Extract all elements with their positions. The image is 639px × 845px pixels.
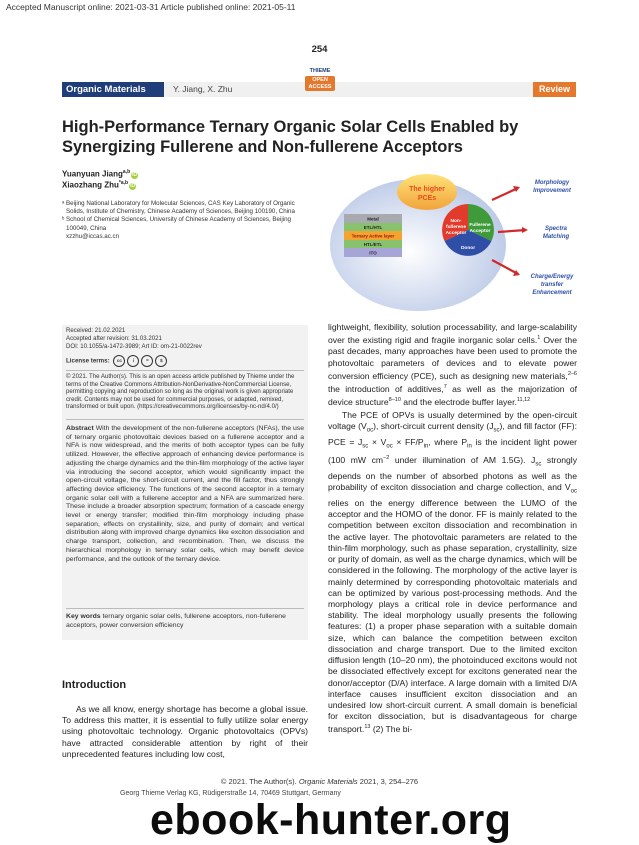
thieme-label: THIEME (309, 68, 331, 74)
sup: −2 (383, 455, 390, 462)
accepted-date: Accepted after revision: 31.03.2021 (66, 335, 162, 342)
sub: oc (570, 488, 577, 495)
keywords (66, 613, 304, 630)
article-title (62, 117, 562, 157)
pie-fa-label-2: Acceptor (469, 229, 491, 234)
author-1-name: Yuanyuan Jiang (62, 169, 123, 179)
license-line-1: © 2021. The Author(s). This is an open access article published by Thieme under the (66, 373, 295, 380)
received-date: Received: 21.02.2021 (66, 327, 126, 334)
title-line-2: Synergizing Fullerene and Non-fullerene Acceptors (62, 138, 463, 156)
right-paragraph-2 (328, 410, 577, 736)
divider (66, 370, 304, 371)
open-access-box (305, 76, 335, 91)
label-morphology-1: Morphology (534, 180, 570, 186)
keywords-text: ternary organic solar cells, fullerene acceptors, non-fullerene acceptors, power conversion efficiency (66, 613, 286, 629)
watermark: ebook-hunter.org (150, 796, 512, 844)
text: lightweight, flexibility, solution processability, and large-scalability over the existing rigid and fragile inorganic solar cells. (328, 322, 577, 346)
text: as well as the majorization of device structure (328, 383, 577, 407)
divider (66, 419, 304, 420)
pie-nfa-label-1: Non- (450, 219, 462, 224)
text: Over the past decades, many approaches have been used to promote the photovoltaic parameters of devices and to elevate power conversion efficiency (PCE), such as designing new materials, (328, 335, 577, 381)
ref-13[interactable]: 13 (364, 724, 371, 731)
text: The PCE of OPVs is usually determined by the open-circuit voltage (V (328, 409, 577, 432)
keywords-label: Key words (66, 613, 101, 620)
orcid-icon[interactable]: iD (132, 171, 138, 178)
running-authors: Y. Jiang, X. Zhu (173, 84, 233, 94)
nd-icon[interactable]: = (141, 355, 153, 367)
license-line-2: terms of the Creative Commons Attribution-NonDerivative-NonCommercial License, (66, 380, 292, 388)
right-paragraph-1 (328, 322, 577, 408)
title-line-1: High-Performance Ternary Organic Solar Cells Enabled by (62, 118, 519, 136)
text: and the electrode buffer layer. (400, 396, 517, 407)
text: relies on the energy difference between the LUMO of the acceptor and the HOMO of the donor. FF is mainly related to the competition between exciton dissociation and recombination in the active layer. The photovoltaic parameters are related to the thin-film morphology, such as phase separation, crystallinity, size or purity of domain, as well as the charge dynamics, which will be considered in the following. The morphology of the active layer is mainly determined by corresponding photovoltaic materials and can be optimized by various post-processing methods. And the morphology plays a critical role in device performance and stability. The ideal morphology usually presents the following features: (1) a proper phase separation with a suitable domain size, which can balance the competition between exciton dissociation and charge transport. Due to the limited exciton diffusion length (10–20 nm), the photoinduced excitons would not be dissociated effectively except for excitons generated near the donor/acceptor (D/A) interface. A large domain with a limited D/A interface causes insufficient exciton dissociation and an undesired low short-circuit current. A small domain is beneficial for exciton dissociation, but is disadvantageous for charge transport. (328, 498, 577, 735)
text: , where P (428, 437, 468, 448)
license-text (66, 373, 304, 411)
cc-icon[interactable]: cc (113, 355, 125, 367)
graphical-abstract (320, 170, 582, 320)
label-charge-2: transfer (540, 282, 564, 288)
label-spectra-1: Spectra (544, 226, 568, 232)
footer-citation (0, 777, 639, 786)
layer-metal-label: Metal (367, 216, 379, 222)
text: under illumination of AM 1.5G). J (389, 454, 536, 465)
orcid-icon[interactable]: iD (130, 182, 136, 189)
label-charge-1: Charge/Energy (530, 274, 574, 280)
footer-journal: Organic Materials (298, 777, 358, 786)
author-1 (62, 169, 138, 179)
sub: in (423, 443, 429, 450)
abstract (66, 425, 304, 564)
author-2 (62, 180, 136, 190)
license-line-3: permitting copying and reproduction so long as the original work is given appropriate (66, 388, 294, 396)
text: is the incident light power (100 mW cm (328, 437, 577, 465)
divider (66, 608, 304, 609)
layer-etl-label: ETL/HTL (363, 225, 383, 230)
label-spectra-2: Matching (542, 234, 570, 240)
right-column (328, 322, 577, 735)
pie-nfa-label-2: fullerene (446, 225, 466, 230)
pie-nfa-label-3: Acceptor (445, 231, 467, 236)
arrow-morphology (492, 188, 518, 200)
footer-address: Georg Thieme Verlag KG, Rüdigerstraße 14, 70469 Stuttgart, Germany (120, 790, 341, 797)
article-type-badge: Review (533, 82, 576, 97)
text: ), and fill factor (FF): PCE = J (328, 421, 577, 448)
author-1-sup: a,b (122, 169, 131, 175)
open-label: OPEN (312, 77, 328, 83)
layer-htl-label: HTL/ETL (363, 242, 383, 247)
nc-icon[interactable]: $ (155, 355, 167, 367)
intro-paragraph-1: As we all know, energy shortage has become a global issue. To address this matter, it is essential to fully utilize solar energy using photovoltaic technology. Organic photovoltaics (OPVs) have attracted considerable attention by right of their unprecedented features including low cost, (62, 704, 308, 759)
by-icon[interactable]: i (127, 355, 139, 367)
footer-volume: 2021, 3, 254–276 (359, 777, 419, 786)
text: the introduction of additives, (328, 383, 444, 394)
access-label: ACCESS (308, 83, 332, 90)
ref-7[interactable]: 7 (443, 383, 447, 390)
higher-pces-text-1: The higher (409, 186, 445, 193)
layer-ito-label: ITO (369, 250, 377, 256)
affil-a-line1: ᵃ Beijing National Laboratory for Molecular Sciences, CAS Key Laboratory of Organic (62, 200, 295, 207)
sub: oc (386, 443, 393, 450)
email[interactable]: xzzhu@iccas.ac.cn (66, 232, 120, 240)
text: × FF/P (392, 437, 424, 448)
text: strongly depends on the number of absorbed photons as well as the probability of exciton dissociation and charge collection, and V (328, 454, 578, 493)
pie-donor-label: Donor (460, 246, 476, 251)
text: × V (368, 437, 387, 448)
layer-active-label: Ternary Active layer (351, 233, 395, 239)
author-2-name: Xiaozhang Zhu (62, 180, 119, 190)
pie-fa-label-1: Fullerene (469, 223, 491, 228)
ref-8-10[interactable]: 8–10 (388, 396, 401, 403)
author-2-sup: *a,b (118, 180, 129, 186)
license-terms-row (66, 355, 167, 367)
sub: sc (493, 427, 500, 434)
sub: in (467, 443, 472, 450)
ref-11-12[interactable]: 11,12 (516, 396, 531, 403)
license-line-5[interactable]: transformed or built upon. (https://creativecommons.org/licenses/by-nc-nd/4.0/) (66, 403, 279, 411)
license-line-4: credit. Contents may not be used for commercial purposes, or adapted, remixed, (66, 395, 284, 403)
label-morphology-2: Improvement (533, 188, 571, 194)
ref-1[interactable]: 1 (537, 335, 541, 342)
publication-dates: Accepted Manuscript online: 2021-03-31 Article published online: 2021-05-11 (6, 2, 296, 12)
affil-a-line2: Solids, Institute of Chemistry, Chinese Academy of Sciences, Beijing 100190, China (66, 208, 295, 216)
open-access-badge (305, 68, 335, 102)
text: (2) The bi- (370, 724, 413, 735)
abstract-text: With the development of the non-fullerene acceptors (NFAs), the use of ternary organic photovoltaic devices based on a fullerene acceptor and a NFA is now widespread, and the merits of both acceptor types can be fully utilized. However, the effective approach of enhancing device performance is adjusting the charge dynamics and the thin-film morphology of the active layer via introducing the second acceptor, which would significantly impact the open-circuit voltage, the short-circuit current, and the fill factor, thus strongly affecting device efficiency. The functions of the second acceptor in a ternary organic solar cell with a fullerene acceptor and a NFA are summarized here. These include a broader absorption spectrum; formation of a cascade energy level or energy transfer; modified thin-film morphology including phase separation, effects on crystallinity, size, and purity of domain; and vertical distribution along with improved charge dynamics like exciton dissociation and charge transport, collection, and recombination. Then, we discuss the hierarchical morphology in ternary solar cells, which may benefit device performance, and the outlook of the ternary device. (66, 425, 304, 563)
higher-pces-text-2: PCEs (417, 195, 437, 202)
affiliations (62, 200, 312, 241)
affil-b-line2: 100049, China (66, 224, 107, 232)
page-number: 254 (311, 44, 328, 55)
sub: sc (362, 443, 369, 450)
footer-copyright: © 2021. The Author(s). (220, 777, 297, 786)
label-charge-3: Enhancement (532, 290, 572, 296)
license-label: License terms: (66, 357, 110, 365)
abstract-label: Abstract (66, 425, 94, 432)
affil-b-line1: ᵇ School of Chemical Sciences, University of Chinese Academy of Sciences, Beijing (62, 216, 291, 224)
doi[interactable]: DOI: 10.1055/a-1472-3989; Art ID: om-21-0022rev (66, 343, 202, 350)
ref-2-6[interactable]: 2–6 (567, 370, 577, 377)
sub: oc (366, 427, 374, 434)
arrow-head-spectra (522, 227, 528, 233)
journal-tag[interactable]: Organic Materials (62, 82, 164, 97)
text: ), short-circuit current density (J (373, 421, 494, 432)
section-heading-introduction: Introduction (62, 679, 127, 691)
intro-left-column (62, 704, 308, 760)
sub: sc (535, 461, 542, 468)
